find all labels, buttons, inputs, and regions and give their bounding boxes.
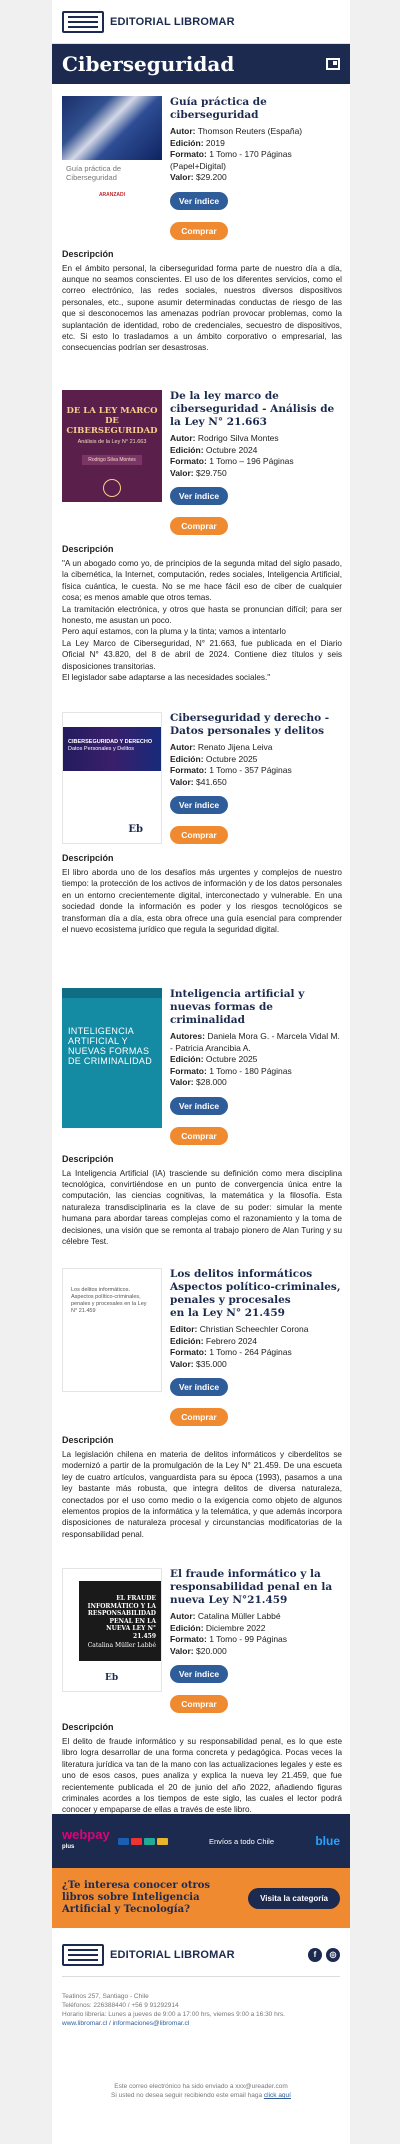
cover-top-band: [62, 988, 162, 998]
comprar-button[interactable]: Comprar: [170, 222, 228, 240]
book-title[interactable]: El fraude informático y la responsabilidad penal en la nueva Ley N°21.459: [170, 1568, 333, 1606]
book-cover[interactable]: [62, 1568, 162, 1692]
format-label: Formato:: [170, 1065, 207, 1076]
edition-label: Edición:: [170, 1335, 204, 1346]
comprar-button[interactable]: Comprar: [170, 1695, 228, 1713]
cover-title: CIBERSEGURIDAD Y DERECHO: [68, 739, 153, 745]
book-description: El delito de fraude informático y su responsabilidad penal, es lo que este libro logra desarrollar de una forma concreta y pedagógica. Pocas veces la literatura jurídica va tan de la mano con las actualizaciones legales y este es uno de esos casos, pues analiza y explica la nueva ley 21.459, que fue recientemente publicada el 20 de junio del año 2022, añadiendo figuras criminales acordes a los tiempos de este siglo, las cuales el lector podrá conocer y empaparse de ellas a través de este libro.: [62, 1737, 342, 1815]
book-description: La legislación chilena en materia de delitos informáticos y ciberdelitos se modernizó a partir de la promulgación de la Ley N° 21.459. De una escueta ley de cuatro artículos, vanguardista para su época (1993), pasamos a una ley bastante más robusta, que integra delitos de diversa naturaleza, conectados por el uso como medio o la exigencia como objeto de algunos elementos propios de la informática y la telemática, y que además incorpora disposiciones de naturaleza procesal y circunstancias modificatorias de la responsabilidad penal.: [62, 1450, 342, 1539]
footer-note-line: Si usted no desea seguir recibiendo este email haga: [111, 2092, 263, 2099]
header-logo[interactable]: [52, 0, 350, 44]
chain-image: [62, 96, 162, 160]
footer-logo[interactable]: [62, 1944, 235, 1966]
book-cover[interactable]: [62, 988, 162, 1128]
book-cover[interactable]: [62, 1268, 162, 1392]
description-heading: Descripción: [62, 248, 114, 259]
ver-indice-button[interactable]: Ver índice: [170, 1378, 228, 1396]
book-price: $20.000: [196, 1645, 227, 1656]
price-label: Valor:: [170, 1645, 194, 1656]
price-label: Valor:: [170, 1358, 194, 1369]
format-label: Formato:: [170, 1634, 207, 1644]
edition-label: Edición:: [170, 137, 204, 148]
cover-title: INTELIGENCIA ARTIFICIAL Y NUEVAS FORMAS DE CRIMINALIDAD: [68, 1026, 153, 1066]
price-label: Valor:: [170, 776, 194, 787]
book-edition: Octubre 2025: [205, 1054, 258, 1064]
book-description: La Inteligencia Artificial (IA) trasciende su definición como mera disciplina tecnológica, convirtiéndose en un punto de convergencia única entre la computación, las ciencias cognitivas, la matemática y la filosofía. Esta naturaleza transdisciplinaria es la clave de su poder: simular la mente humana para abordar tareas complejas como el razonamiento y la toma de decisiones, una visión que se remonta al trabajo pionero de Alan Turing y su célebre Test.: [62, 1168, 342, 1246]
author-label: Autor:: [170, 742, 196, 752]
price-label: Valor:: [170, 467, 194, 478]
library-icon: [62, 11, 104, 33]
cover-title: Guía práctica de Ciberseguridad: [66, 164, 122, 182]
book-author: Thomson Reuters (España): [197, 126, 303, 136]
book-format: 1 Tomo - 180 Páginas: [209, 1065, 292, 1076]
shipping-text: Envíos a todo Chile: [208, 1836, 275, 1846]
book-item: [62, 712, 342, 935]
unsubscribe-link[interactable]: click aquí: [263, 2092, 291, 2099]
author-label: Autor:: [170, 1611, 196, 1621]
book-author: Catalina Müller Labbé: [197, 1611, 281, 1621]
book-item: [62, 1268, 342, 1540]
promo-text: ¿Te interesa conocer otros libros sobre Inteligencia Artificial y Tecnología?: [62, 1880, 211, 1915]
book-edition: Octubre 2025: [205, 753, 258, 764]
price-label: Valor:: [170, 172, 194, 182]
description-line: Pero aquí estamos, con la pluma y la tinta; vamos a intentarlo: [62, 627, 286, 637]
cover-subtitle: Análisis de la Ley N° 21.663: [77, 439, 147, 445]
cover-author: Rodrigo Silva Montes: [82, 455, 142, 465]
brand-name: EDITORIAL LIBROMAR: [110, 1949, 235, 1961]
category-promo: [52, 1868, 350, 1928]
footer-divider: [62, 1976, 340, 1977]
email-body: [52, 0, 350, 2144]
window-icon: [326, 58, 340, 70]
footer-info: [62, 1992, 340, 2028]
cover-band: [63, 727, 161, 771]
price-label: Valor:: [170, 1077, 194, 1087]
book-author: Daniela Mora G. - Marcela Vidal M. - Patricia Arancibia A.: [170, 1031, 340, 1053]
footer-note-line: Este correo electrónico ha sido enviado a xxx@ureader.com: [114, 2083, 288, 2090]
cover-subtitle: Datos Personales y Delitos: [68, 746, 135, 752]
edition-label: Edición:: [170, 444, 204, 455]
footer-hours: Horario libreria: Lunes a jueves de 9:00 a 17:00 hrs, viernes 9:00 a 16:30 hrs.: [62, 2011, 285, 2018]
book-item: [62, 988, 342, 1247]
format-label: Formato:: [170, 456, 207, 466]
instagram-icon[interactable]: ◎: [326, 1948, 340, 1962]
book-title[interactable]: De la ley marco de ciberseguridad - Análisis de la Ley N° 21.663: [170, 390, 335, 428]
mastercard-icon: [131, 1838, 142, 1845]
book-description: En el ámbito personal, la ciberseguridad forma parte de nuestro día a día, aunque no seamos conscientes. El uso de los diferentes servicios, como el correo electrónico, las redes sociales, nuestros diversos dispositivos personales, etc., supone asumir determinadas conductas de riesgo de las que si desconocemos las amenazas podrían provocar problemas, como la suplantación de identidad, robo de credenciales, secuestro de dispositivos, etc. Si esto lo trasladamos a un ámbito corporativo o empresarial, las consecuencias podrían ser desastrosas.: [62, 263, 342, 353]
title-line: Aspectos político-criminales, penales y procesales: [170, 1281, 341, 1306]
book-title[interactable]: Ciberseguridad y derecho - Datos personales y delitos: [170, 712, 330, 737]
comprar-button[interactable]: Comprar: [170, 826, 228, 844]
comprar-button[interactable]: Comprar: [170, 1127, 228, 1145]
book-price: $29.750: [196, 467, 227, 478]
author-label: Autores:: [170, 1031, 205, 1041]
visa-icon: [118, 1838, 129, 1845]
cover-title: DE LA LEY MARCO DE CIBERSEGURIDAD: [66, 406, 158, 436]
book-cover[interactable]: [62, 390, 162, 502]
webpay-sub: plus: [62, 1844, 75, 1850]
cover-band: [79, 1581, 161, 1661]
comprar-button[interactable]: Comprar: [170, 517, 228, 535]
author-label: Autor:: [170, 433, 196, 443]
format-label: Formato:: [170, 149, 207, 159]
description-line: "A un abogado como yo, de principios de la segunda mitad del siglo pasado, la cibernética, la Internet, computación, redes sociales, Inteligencia Artificial, física cuántica, le cuesta. No se me hace fácil eso de ciber de cualquier cosa; es menos amable que otros temas.: [62, 559, 342, 603]
book-edition: Febrero 2024: [205, 1335, 257, 1346]
card-icon: [157, 1838, 168, 1845]
webpay-label: webpay: [62, 1827, 110, 1842]
book-format: 1 Tomo - 99 Páginas: [209, 1634, 288, 1644]
book-edition: Diciembre 2022: [205, 1622, 266, 1633]
cover-title: EL FRAUDE INFORMÁTICO Y LA RESPONSABILIDAD PENAL EN LA NUEVA LEY N° 21.459: [87, 1595, 156, 1640]
cover-author: Catalina Müller Labbé: [87, 1642, 156, 1649]
library-icon: [62, 1944, 104, 1966]
book-price: $28.000: [196, 1077, 227, 1087]
description-heading: Descripción: [62, 853, 114, 863]
section-header: [52, 44, 350, 84]
footer-phones: Teléfonos: 226388440 / +56 9 91292914: [62, 2002, 179, 2009]
card-logos: [118, 1838, 168, 1845]
format-label: Formato:: [170, 1347, 207, 1357]
book-price: $35.000: [196, 1358, 227, 1369]
courier-logo: blue: [315, 1834, 340, 1848]
description-line: El legislador sabe adaptarse a las necesidades sociales.": [62, 673, 271, 683]
footer-links[interactable]: www.libromar.cl / informaciones@libromar.cl: [62, 2020, 190, 2027]
facebook-icon[interactable]: f: [308, 1948, 322, 1962]
book-title[interactable]: [170, 1268, 342, 1320]
author-label: Editor:: [170, 1324, 198, 1334]
book-price: $41.650: [196, 776, 227, 787]
format-label: Formato:: [170, 765, 207, 775]
description-heading: Descripción: [62, 1153, 114, 1164]
payment-banner: [52, 1814, 350, 1868]
description-line: La tramitación electrónica, y otros que hasta se pronuncian difícil; para ser honesto, me asustan un poco.: [62, 604, 342, 626]
book-description: El libro aborda uno de los desafíos más urgentes y complejos de nuestro tiempo: la protección de los activos de información y de los datos personales en un entorno crecientemente digital, interconectado y vulnerable. En una sociedad donde la información es poder y los riesgos tecnológicos se transforman día a día, esta obra ofrece una guía esencial para comprender el nuevo ecosistema jurídico que regula la seguridad digital.: [62, 868, 342, 935]
book-title[interactable]: Inteligencia artificial y nuevas formas de criminalidad: [170, 988, 305, 1026]
ver-indice-button[interactable]: Ver índice: [170, 1097, 228, 1115]
book-format: 1 Tomo - 170 Páginas (Papel+Digital): [170, 149, 292, 171]
cover-publisher: ARANZADI: [98, 192, 126, 198]
book-item: [62, 1568, 342, 1816]
book-format: 1 Tomo – 196 Páginas: [209, 456, 294, 466]
description-heading: Descripción: [62, 544, 114, 554]
book-item: [62, 96, 342, 354]
webpay-logo: [62, 1828, 110, 1854]
edition-label: Edición:: [170, 1622, 204, 1633]
title-line: Los delitos informáticos: [170, 1268, 313, 1280]
amex-icon: [144, 1838, 155, 1845]
seal-icon: [103, 479, 121, 497]
book-author: Renato Jijena Leiva: [197, 742, 273, 752]
description-line: La Ley Marco de Ciberseguridad, N° 21.663, fue publicada en el Diario Oficial N° 43.820, del 8 de abril de 2024. Contiene diez títulos y seis disposiciones transitorias.: [62, 638, 342, 671]
book-author: Rodrigo Silva Montes: [197, 433, 279, 443]
book-format: 1 Tomo - 264 Páginas: [209, 1347, 292, 1357]
title-line: en la Ley N° 21.459: [170, 1307, 285, 1319]
book-cover[interactable]: [62, 96, 162, 208]
ver-indice-button[interactable]: Ver índice: [170, 1665, 228, 1683]
social-links: [308, 1948, 340, 1962]
book-edition: Octubre 2024: [205, 444, 258, 455]
book-edition: 2019: [205, 137, 225, 148]
description-heading: Descripción: [62, 1435, 114, 1445]
book-item: [62, 390, 342, 683]
edition-label: Edición:: [170, 753, 204, 764]
book-title[interactable]: Guía práctica de ciberseguridad: [170, 96, 267, 121]
footer-note: [52, 2082, 350, 2100]
ver-indice-button[interactable]: Ver índice: [170, 487, 228, 505]
book-cover[interactable]: [62, 712, 162, 844]
publisher-logo: Eb: [128, 824, 143, 835]
book-format: 1 Tomo - 357 Páginas: [209, 765, 292, 775]
ver-indice-button[interactable]: Ver índice: [170, 192, 228, 210]
author-label: Autor:: [170, 126, 196, 136]
book-description: [62, 558, 342, 683]
comprar-button[interactable]: Comprar: [170, 1408, 228, 1426]
ver-indice-button[interactable]: Ver índice: [170, 796, 228, 814]
edition-label: Edición:: [170, 1054, 204, 1064]
publisher-logo: Eb: [105, 1673, 119, 1683]
visit-category-button[interactable]: Visita la categoría: [248, 1888, 340, 1909]
book-price: $29.200: [196, 172, 227, 182]
cover-title: Los delitos informáticos. Aspectos político-criminales, penales y procesales en la Ley N° 21.459: [71, 1287, 147, 1314]
section-title: Ciberseguridad: [62, 52, 235, 76]
footer-address: Teatinos 257, Santiago - Chile: [62, 1993, 149, 2000]
book-author: Christian Scheechler Corona: [199, 1324, 309, 1334]
description-heading: Descripción: [62, 1722, 114, 1732]
brand-name: EDITORIAL LIBROMAR: [110, 15, 235, 28]
